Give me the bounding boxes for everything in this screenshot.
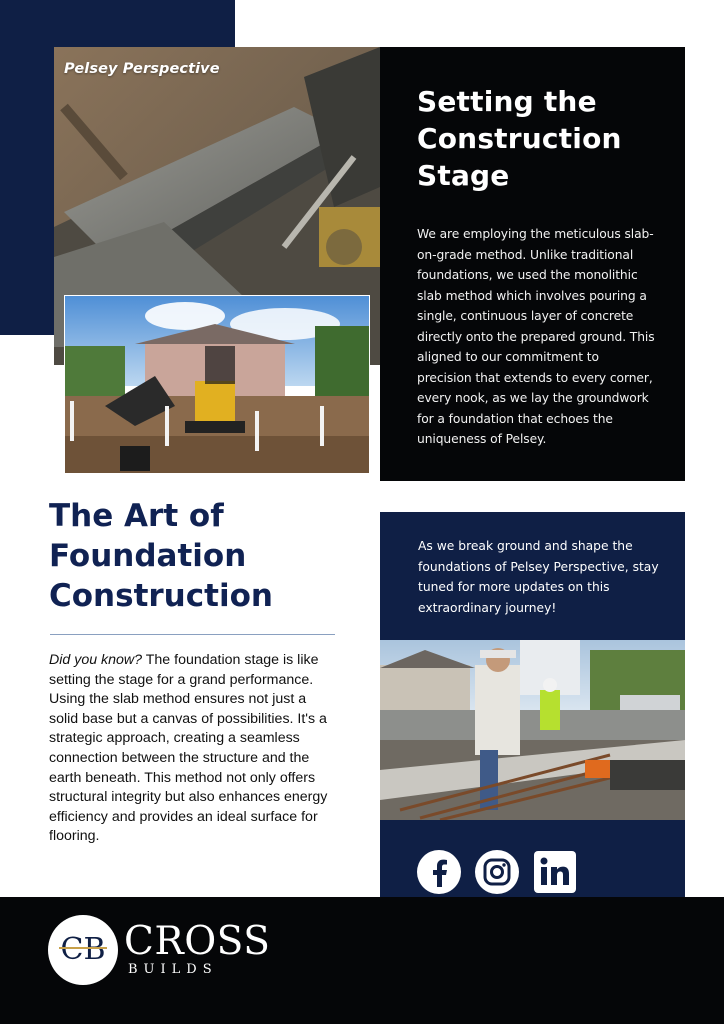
rebar-workers-photo xyxy=(380,640,685,820)
logo-name: CROSS xyxy=(124,919,271,964)
facebook-icon[interactable] xyxy=(416,849,462,895)
logo-mark-letters: CB xyxy=(60,932,106,967)
foundation-article-title: The Art of Foundation Construction xyxy=(49,498,273,614)
article-body-text: The foundation stage is like setting the stage for a grand performance. Using the slab method ensures not just a solid base but a canvas of possibilities. It's a strategic approach, creating a seamless connection between the structure and the earth beneath. This method not only offers structural integrity but also enhances energy efficiency and provides an ideal surface for flooring. xyxy=(49,652,328,845)
updates-text: As we break ground and shape the foundations of Pelsey Perspective, stay tuned for more updates on this extraordinary journey! xyxy=(418,539,659,615)
cross-builds-logo xyxy=(48,915,270,985)
brand-overlay-label: Pelsey Perspective xyxy=(64,61,220,77)
logo-wordmark xyxy=(124,919,271,978)
instagram-icon[interactable] xyxy=(474,849,520,895)
construction-stage-body: We are employing the meticulous slab-on-grade method. Unlike traditional foundations, we used the monolithic slab method which involves pouring a single, continuous layer of concrete directly onto the prepared ground. This aligned to our commitment to precision that extends to every corner, every nook, as we lay the groundwork for a foundation that echoes the uniqueness of Pelsey. xyxy=(417,227,655,446)
article-lead: Did you know? xyxy=(49,652,143,668)
excavator-photo xyxy=(64,295,370,474)
foundation-article-body xyxy=(49,651,334,847)
article-divider xyxy=(50,634,335,635)
logo-mark xyxy=(48,915,118,985)
logo-sub: BUILDS xyxy=(128,962,218,977)
construction-stage-panel xyxy=(380,47,685,481)
linkedin-icon[interactable] xyxy=(532,849,578,895)
construction-stage-title: Setting the Construction Stage xyxy=(417,85,622,192)
social-icons xyxy=(416,849,578,895)
